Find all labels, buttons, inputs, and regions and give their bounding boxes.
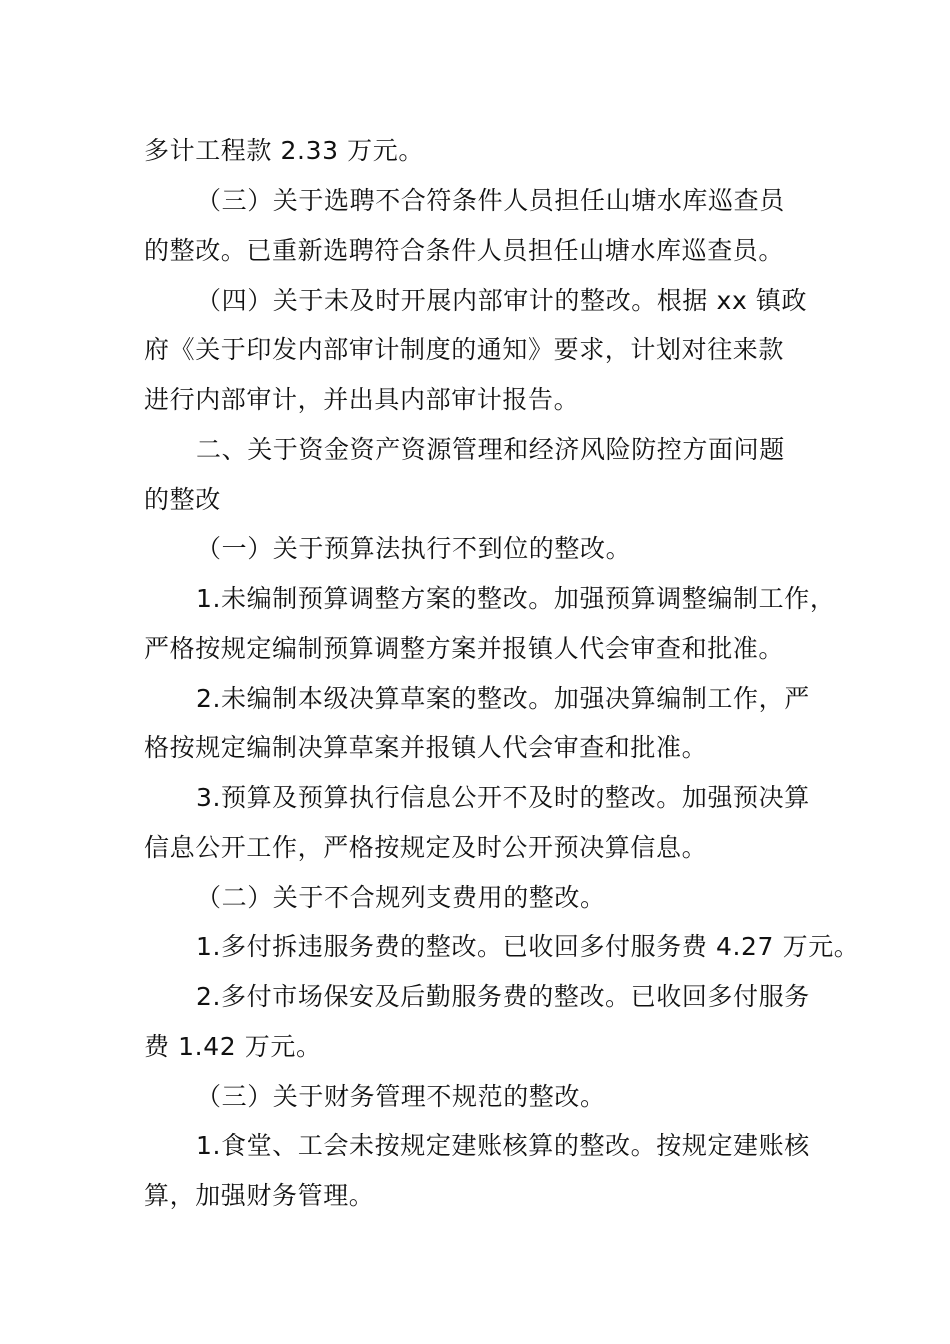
text-line: 1.食堂、工会未按规定建账核算的整改。按规定建账核 xyxy=(196,1131,810,1160)
text-line: 府《关于印发内部审计制度的通知》要求，计划对往来款 xyxy=(144,335,785,364)
text-line: （三）关于选聘不合符条件人员担任山塘水库巡查员 xyxy=(196,186,785,215)
subsection-heading: （二）关于不合规列支费用的整改。 xyxy=(196,883,606,912)
text-line: 1.未编制预算调整方案的整改。加强预算调整编制工作， xyxy=(196,584,836,613)
text-line: 的整改。已重新选聘符合条件人员担任山塘水库巡查员。 xyxy=(144,236,785,265)
text-line: （四）关于未及时开展内部审计的整改。根据 xx 镇政 xyxy=(196,286,808,315)
text-line: 信息公开工作，严格按规定及时公开预决算信息。 xyxy=(144,833,708,862)
section-heading: 二、关于资金资产资源管理和经济风险防控方面问题 xyxy=(196,435,785,464)
section-heading: 的整改 xyxy=(144,485,221,514)
text-line: 费 1.42 万元。 xyxy=(144,1032,322,1061)
text-line: 格按规定编制决算草案并报镇人代会审查和批准。 xyxy=(144,733,708,762)
text-line: 算，加强财务管理。 xyxy=(144,1181,375,1210)
subsection-heading: （一）关于预算法执行不到位的整改。 xyxy=(196,534,632,563)
text-line: 1.多付拆违服务费的整改。已收回多付服务费 4.27 万元。 xyxy=(196,932,860,961)
text-line: 严格按规定编制预算调整方案并报镇人代会审查和批准。 xyxy=(144,634,785,663)
text-line: 多计工程款 2.33 万元。 xyxy=(144,136,424,165)
text-line: 2.未编制本级决算草案的整改。加强决算编制工作，严 xyxy=(196,684,810,713)
text-line: 3.预算及预算执行信息公开不及时的整改。加强预决算 xyxy=(196,783,810,812)
text-line: 2.多付市场保安及后勤服务费的整改。已收回多付服务 xyxy=(196,982,810,1011)
text-line: 进行内部审计，并出具内部审计报告。 xyxy=(144,385,580,414)
subsection-heading: （三）关于财务管理不规范的整改。 xyxy=(196,1082,606,1111)
